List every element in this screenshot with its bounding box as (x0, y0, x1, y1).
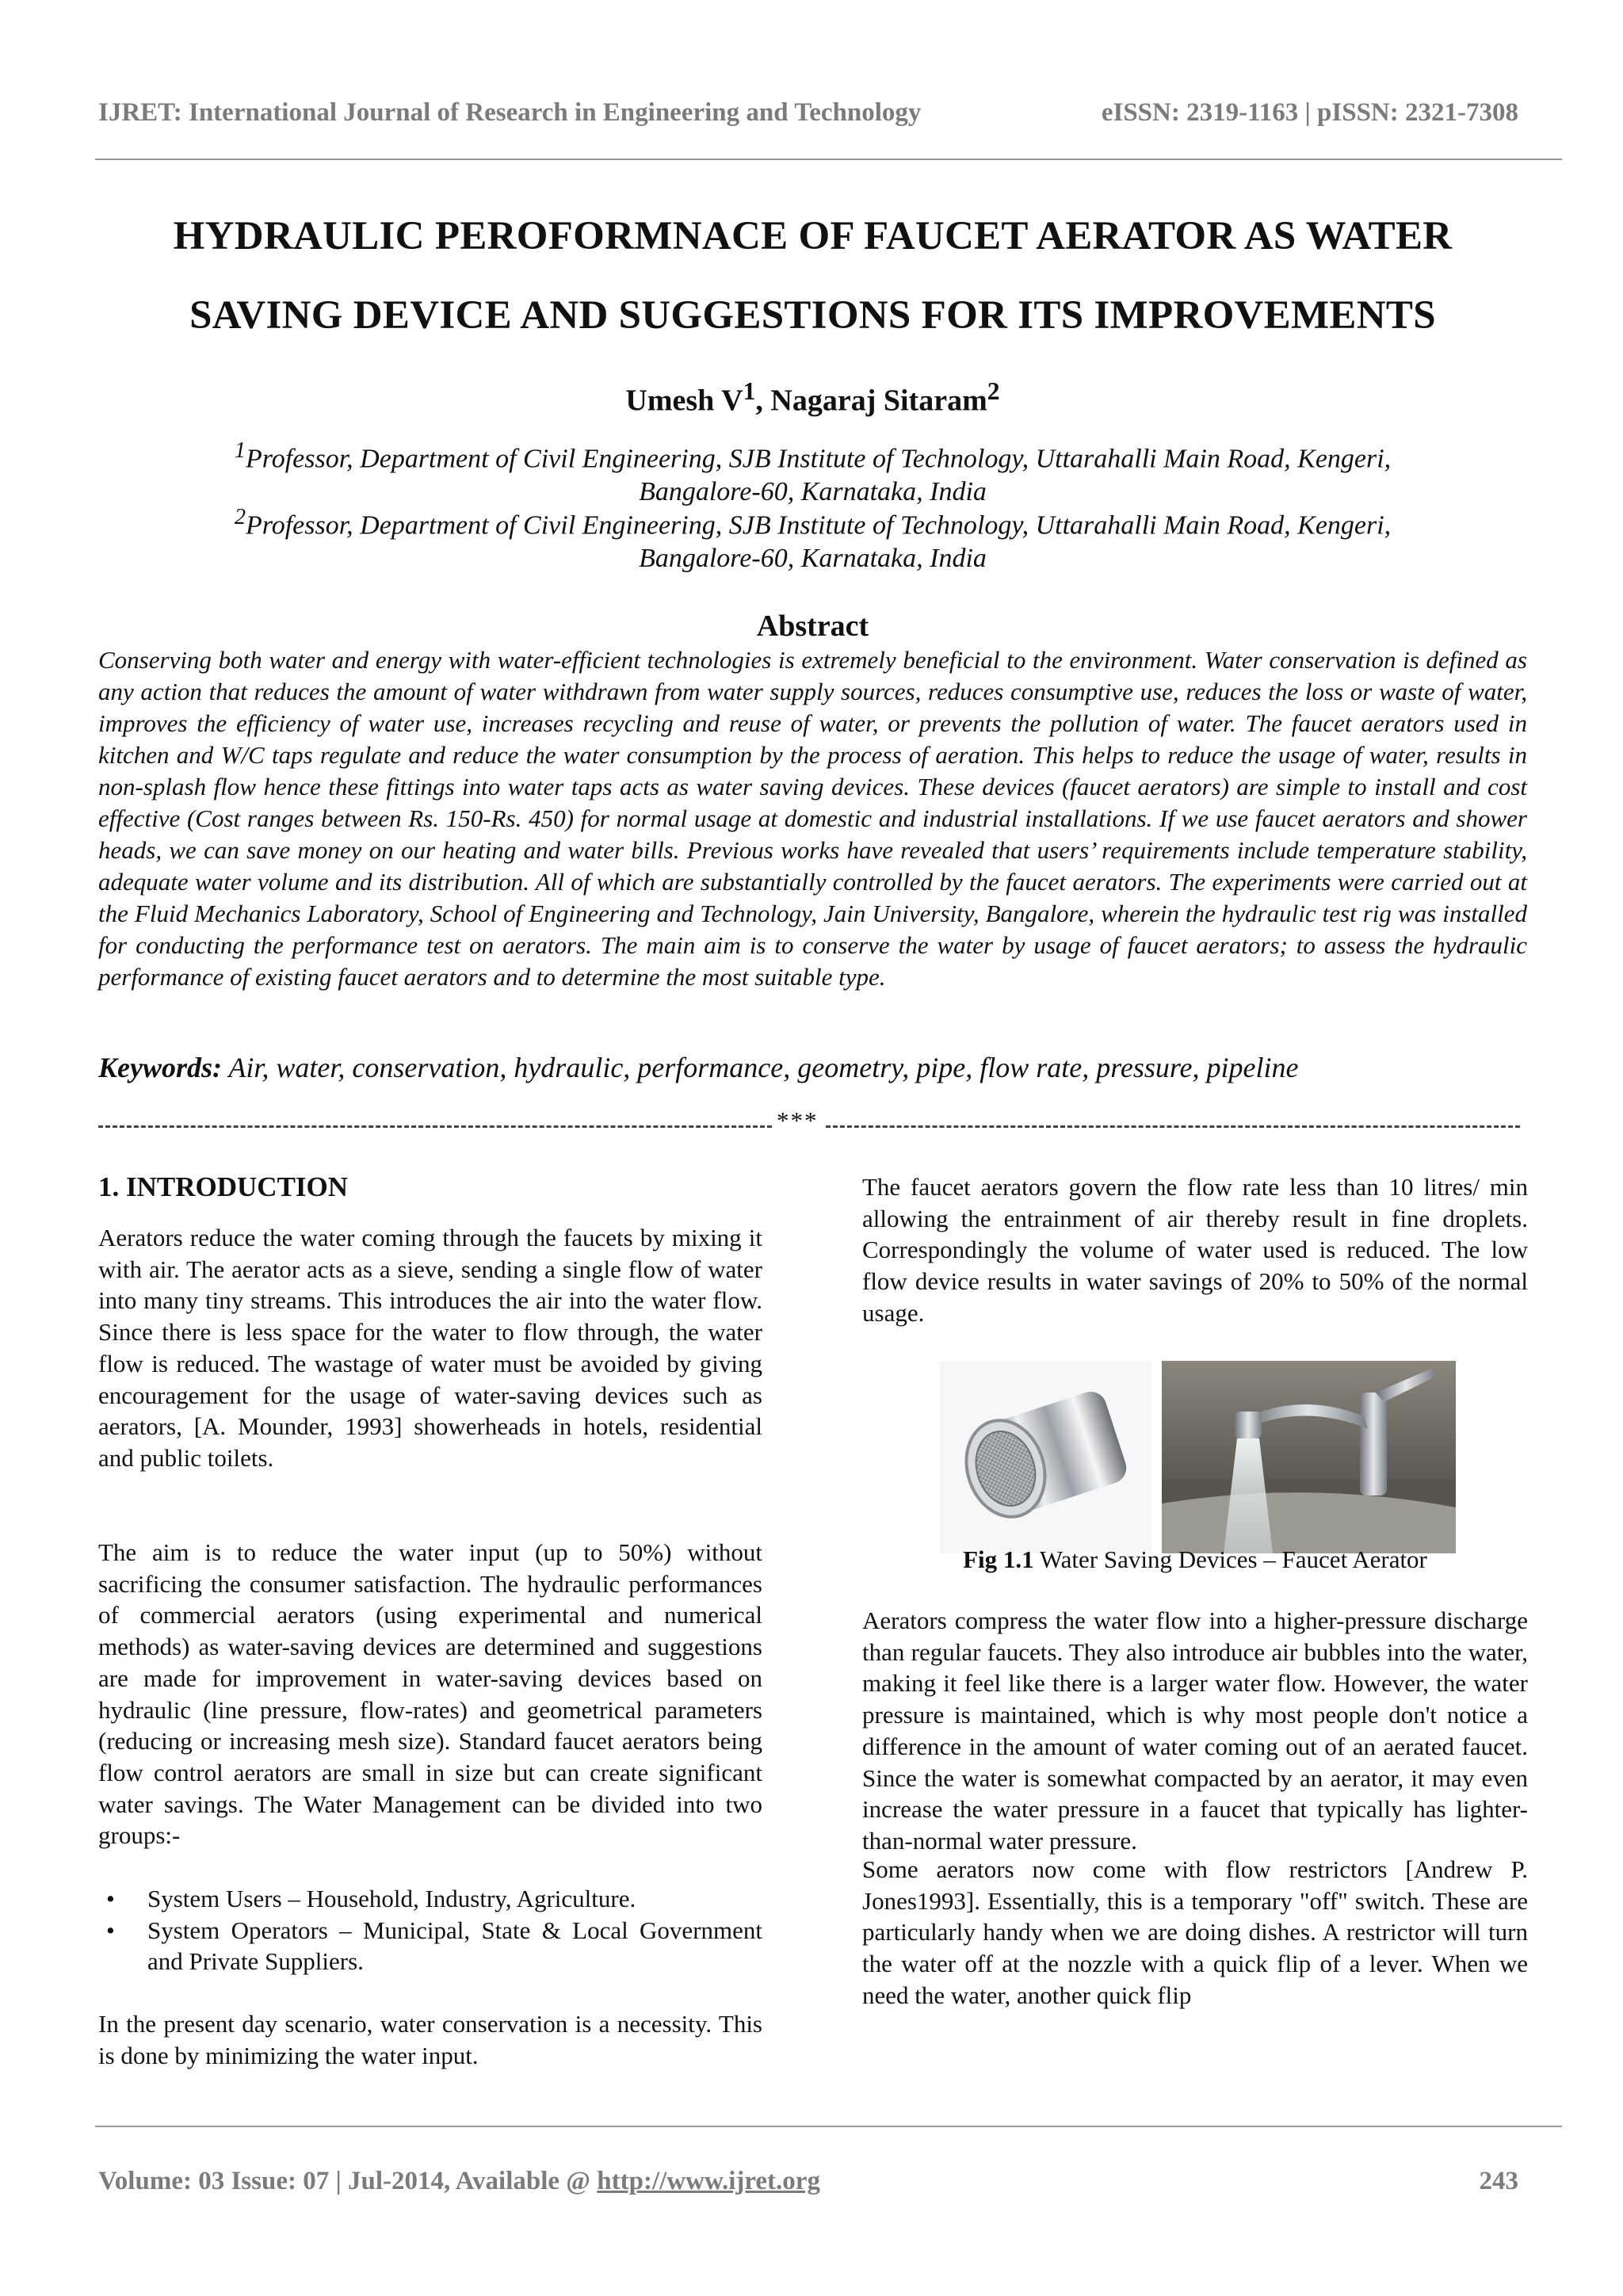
faucet-scene-graphic (1162, 1361, 1456, 1553)
author-2-name: Nagaraj Sitaram (770, 384, 987, 418)
author-1-sup: 1 (743, 377, 756, 405)
author-2-sup: 2 (987, 377, 1000, 405)
right-paragraph-1: The faucet aerators govern the flow rate less than 10 litres/ min allowing the entrainment of air thereby result in fine droplets. Correspondingly the volume of water used is reduced. The low flow device results in water savings of 20% to 50% of the normal usage. (862, 1173, 1528, 1327)
separator-dashes-right (826, 1125, 1520, 1128)
figure-faucet-with-aerator-photo (1162, 1361, 1456, 1553)
footer-volume-text: Volume: 03 Issue: 07 | Jul-2014, Available @ (98, 2167, 598, 2195)
right-paragraph-2: Aerators compress the water flow into a higher-pressure discharge than regular faucets. They also introduce air bubbles into the water, making it feel like there is a larger water flow. However, the water pressure is maintained, which is why most people don't notice a difference in the amount of water coming out of an aerated faucet. Since the water is somewhat compacted by an aerator, it may even increase the water pressure in a faucet that typically has lighter-than-normal water pressure. (862, 1606, 1528, 1855)
affiliation-1 (95, 434, 1530, 509)
right-paragraph-3: Some aerators now come with flow restrictors [Andrew P. Jones1993]. Essentially, this is a temporary "off" switch. These are particularly handy when we are doing dishes. A restrictor will turn the water off at the nozzle with a quick flip of a lever. When we need the water, another quick flip (862, 1855, 1528, 2009)
title-line-2: SAVING DEVICE AND SUGGESTIONS FOR ITS IMPROVEMENTS (189, 293, 1436, 338)
affiliation-1-line-1: Professor, Department of Civil Engineering, SJB Institute of Technology, Uttarahalli Main Road, Kengeri, (245, 444, 1392, 474)
separator-dashes-left (98, 1125, 772, 1128)
water-management-groups-list (98, 1883, 762, 1977)
intro-paragraph-3: In the present day scenario, water conservation is a necessity. This is done by minimizing the water input. (98, 2010, 762, 2069)
affiliation-1-sup: 1 (234, 438, 246, 463)
section-heading-introduction: 1. INTRODUCTION (98, 1171, 349, 1202)
affiliation-2-line-2: Bangalore-60, Karnataka, India (639, 544, 987, 574)
affiliation-2 (95, 501, 1530, 575)
footer-volume-info (98, 2167, 820, 2196)
figure-label: Fig 1.1 (963, 1545, 1034, 1573)
separator-stars: *** (777, 1106, 819, 1134)
paper-title (95, 197, 1530, 355)
keywords-text: Air, water, conservation, hydraulic, performance, geometry, pipe, flow rate, pressure, pipeline (222, 1052, 1299, 1083)
title-line-1: HYDRAULIC PEROFORMNACE OF FAUCET AERATOR AS WATER (173, 214, 1453, 258)
figure-caption (862, 1545, 1528, 1574)
journal-website-link[interactable]: http://www.ijret.org (597, 2167, 820, 2195)
author-list (95, 377, 1530, 418)
abstract-text: Conserving both water and energy with water-efficient technologies is extremely beneficial to the environment. Water conservation is defined as any action that reduces the amount of water withdrawn from water supply sources, reduces consumptive use, reduces the loss or waste of water, improves the efficiency of water use, increases recycling and reuse of water, or prevents the pollution of water. The faucet aerators used in kitchen and W/C taps regulate and reduce the water consumption by the process of aeration. This helps to reduce the usage of water, results in non-splash flow hence these fittings into water taps acts as water saving devices. These devices (faucet aerators) are simple to install and cost effective (Cost ranges between Rs. 150-Rs. 450) for normal usage at domestic and industrial installations. If we use faucet aerators and shower heads, we can save money on our heating and water bills. Previous works have revealed that users’ requirements include temperature stability, adequate water volume and its distribution. All of which are substantially controlled by the faucet aerators. The experiments were carried out at the Fluid Mechanics Laboratory, School of Engineering and Technology, Jain University, Bangalore, wherein the hydraulic test rig was installed for conducting the performance test on aerators. The main aim is to conserve the water by usage of faucet aerators; to assess the hydraulic performance of existing faucet aerators and to determine the most suitable type. (98, 646, 1527, 991)
keywords (98, 1051, 1299, 1084)
affiliation-2-sup: 2 (234, 505, 246, 529)
figure-faucet-aerator-photo (940, 1361, 1151, 1553)
list-item: • System Operators – Municipal, State & Local Government and Private Suppliers. (98, 1915, 762, 1977)
affiliation-1-line-2: Bangalore-60, Karnataka, India (639, 477, 987, 507)
intro-paragraph-2: The aim is to reduce the water input (up to 50%) without sacrificing the consumer satisfaction. The hydraulic performances of commercial aerators (using experimental and numerical methods) as water-saving devices are determined and suggestions are made for improvement in water-saving devices based on hydraulic (line pressure, flow-rates) and geometrical parameters (reducing or increasing mesh size). Standard faucet aerators being flow control aerators are small in size but can create significant water savings. The Water Management can be divided into two groups:- (98, 1538, 762, 1850)
intro-paragraph-1: Aerators reduce the water coming through the faucets by mixing it with air. The aerator acts as a sieve, sending a single flow of water into many tiny streams. This introduces the air into the water flow. Since there is less space for the water to flow through, the water flow is reduced. The wastage of water must be avoided by giving encouragement for the usage of water-saving devices such as aerators, [A. Mounder, 1993] showerheads in hotels, residential and public toilets. (98, 1224, 762, 1472)
author-1-name: Umesh V (625, 384, 743, 418)
footer-divider (95, 2126, 1562, 2127)
author-separator: , (755, 384, 771, 418)
running-header-issn: eISSN: 2319-1163 | pISSN: 2321-7308 (1101, 98, 1518, 127)
abstract-heading: Abstract (756, 609, 869, 643)
running-header-journal: IJRET: International Journal of Research in Engineering and Technology (98, 98, 922, 127)
affiliation-2-line-1: Professor, Department of Civil Engineering, SJB Institute of Technology, Uttarahalli Main Road, Kengeri, (245, 510, 1392, 541)
aerator-cylinder-graphic (940, 1361, 1151, 1553)
figure-caption-text: Water Saving Devices – Faucet Aerator (1033, 1545, 1427, 1573)
keywords-label: Keywords: (98, 1052, 222, 1083)
list-item: • System Users – Household, Industry, Agriculture. (98, 1883, 762, 1915)
header-divider (95, 159, 1562, 160)
page-number: 243 (1479, 2167, 1518, 2195)
